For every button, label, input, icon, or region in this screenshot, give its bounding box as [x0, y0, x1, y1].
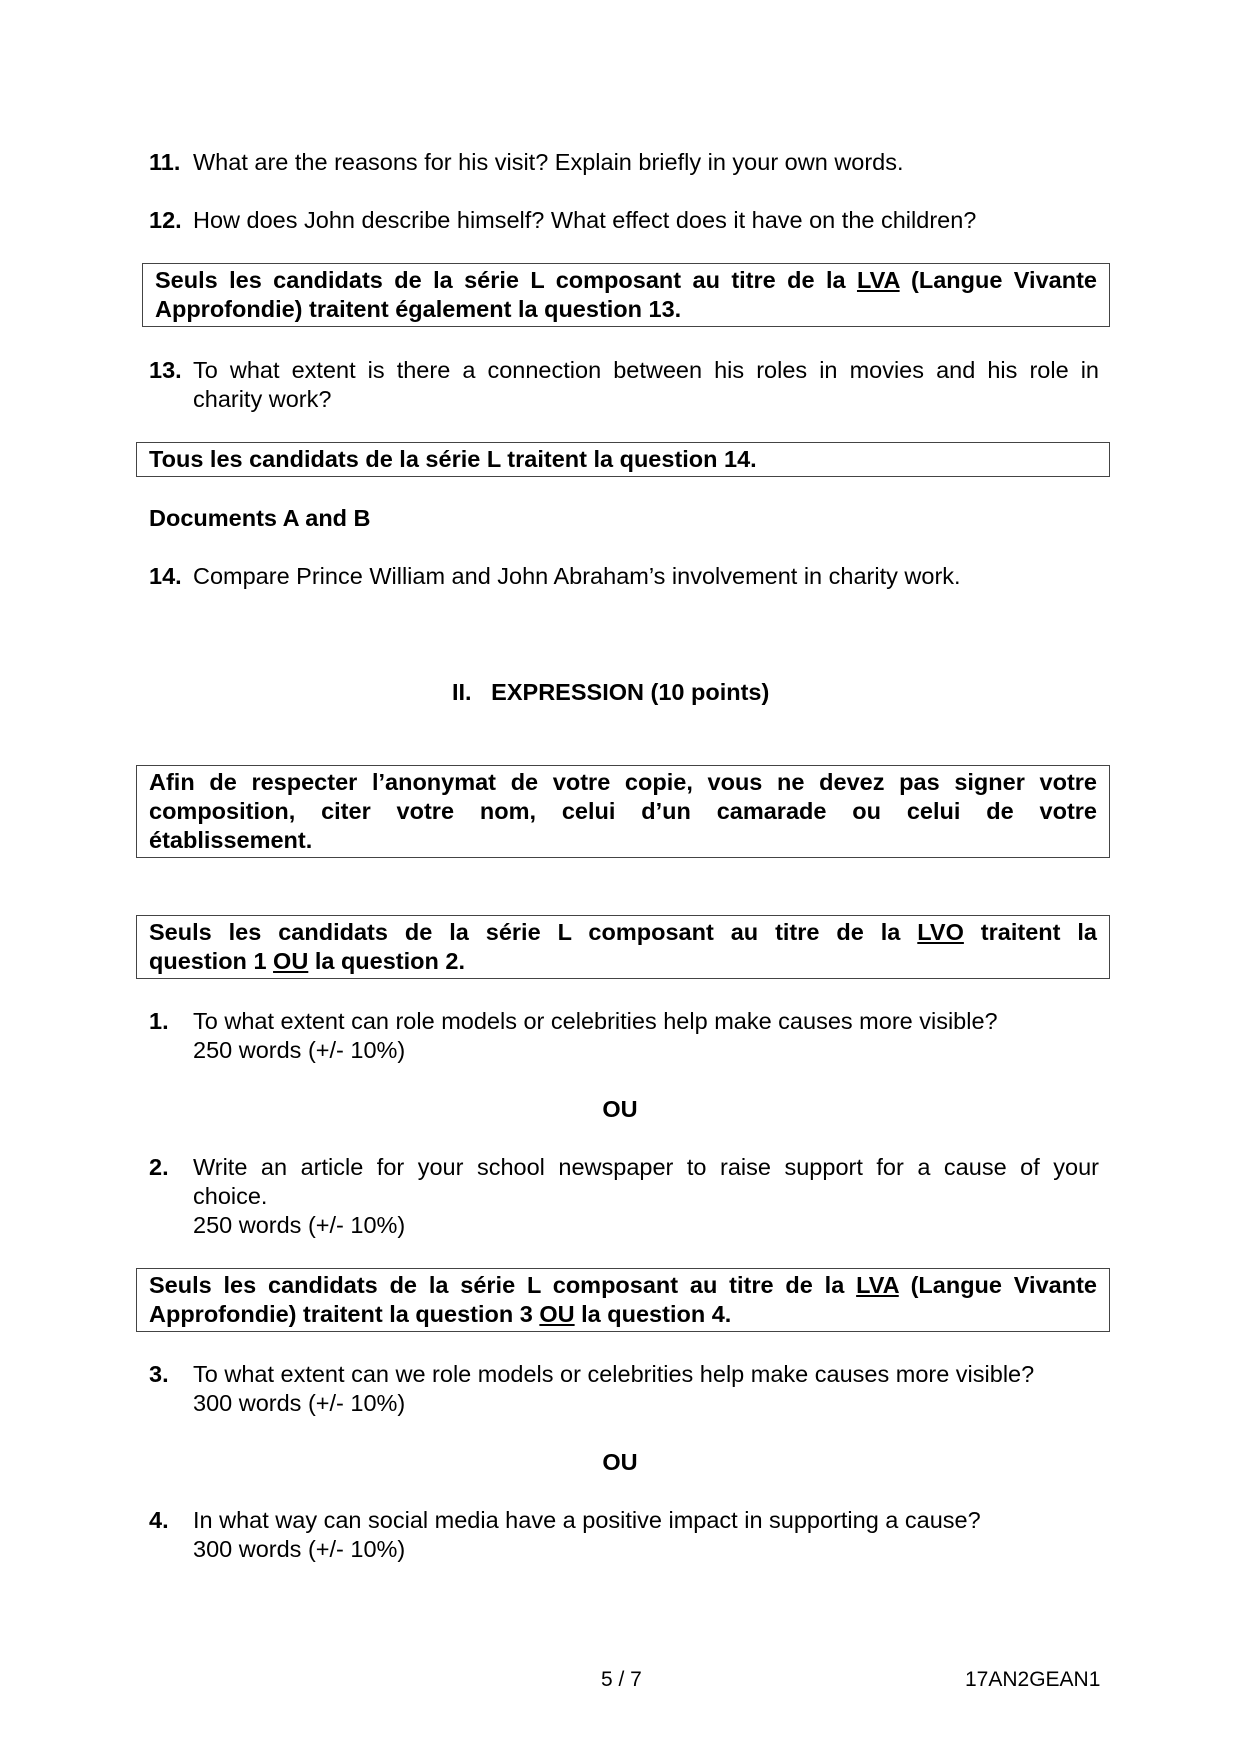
question-number: 13.	[149, 357, 182, 383]
instruction-line	[149, 947, 1097, 976]
instruction-line: Approfondie) traitent également la question 13.	[155, 296, 682, 322]
question-14	[149, 562, 1099, 591]
question-text	[193, 356, 1099, 414]
instruction-box-lva-2	[136, 1268, 1110, 1332]
expression-question-4	[149, 1506, 1099, 1564]
instruction-line: Afin de respecter l’anonymat de votre copie, vous ne devez pas signer votre	[149, 769, 1097, 795]
question-line: To what extent can we role models or celebrities help make causes more visible?	[193, 1361, 1035, 1387]
or-separator: OU	[602, 1096, 638, 1122]
instruction-box-lvo	[136, 915, 1110, 979]
expression-question-3	[149, 1360, 1099, 1418]
instruction-line: Tous les candidats de la série L traitent la question 14.	[149, 446, 757, 472]
instruction-underlined: OU	[273, 948, 309, 974]
question-number: 2.	[149, 1154, 169, 1180]
instruction-text: la question 4.	[574, 1301, 732, 1327]
question-number: 12.	[149, 207, 182, 233]
question-text: How does John describe himself? What effect does it have on the children?	[193, 207, 977, 233]
instruction-line	[149, 1271, 1097, 1300]
instruction-text: (Langue Vivante	[898, 1272, 1097, 1298]
document-code: 17AN2GEAN1	[965, 1668, 1101, 1691]
documents-heading: Documents A and B	[149, 505, 371, 531]
instruction-text: la question 2.	[308, 948, 465, 974]
question-number: 14.	[149, 563, 182, 589]
question-line: charity work?	[193, 386, 332, 412]
instruction-box-lva	[142, 263, 1110, 327]
instruction-text: traitent la	[963, 919, 1097, 945]
question-number: 1.	[149, 1008, 169, 1034]
instruction-underlined: LVO	[917, 919, 964, 945]
instruction-line	[149, 918, 1097, 947]
question-text: What are the reasons for his visit? Explain briefly in your own words.	[193, 149, 904, 175]
word-count: 300 words (+/- 10%)	[193, 1390, 406, 1416]
instruction-text: Approfondie) traitent la question 3	[149, 1301, 540, 1327]
or-separator: OU	[602, 1449, 638, 1475]
instruction-underlined: LVA	[856, 267, 900, 293]
instruction-text: Seuls les candidats de la série L composant au titre de la	[149, 919, 918, 945]
question-number: 11.	[149, 149, 181, 175]
question-line: Write an article for your school newspaper to raise support for a cause of your	[193, 1154, 1099, 1180]
question-line: To what extent can role models or celebrities help make causes more visible?	[193, 1008, 998, 1034]
question-number: 4.	[149, 1507, 169, 1533]
question-text	[193, 1007, 1099, 1065]
instruction-line: composition, citer votre nom, celui d’un camarade ou celui de votre	[149, 798, 1097, 824]
instruction-line	[149, 1300, 1097, 1329]
question-line: In what way can social media have a positive impact in supporting a cause?	[193, 1507, 981, 1533]
page-number: 5 / 7	[601, 1668, 642, 1691]
instruction-line: établissement.	[149, 827, 313, 853]
instruction-text: (Langue Vivante	[899, 267, 1097, 293]
word-count: 250 words (+/- 10%)	[193, 1037, 406, 1063]
question-text	[193, 1153, 1099, 1240]
instruction-box-anonymity	[136, 765, 1110, 858]
question-13	[149, 356, 1099, 414]
instruction-underlined: OU	[539, 1301, 575, 1327]
question-line: choice.	[193, 1183, 268, 1209]
question-12	[149, 206, 1099, 235]
question-text	[193, 1506, 1099, 1564]
question-11	[149, 148, 1099, 177]
question-text	[193, 1360, 1099, 1418]
instruction-text: Seuls les candidats de la série L composant au titre de la	[149, 1272, 857, 1298]
instruction-line	[155, 266, 1097, 295]
question-number: 3.	[149, 1361, 169, 1387]
question-text: Compare Prince William and John Abraham’s involvement in charity work.	[193, 563, 961, 589]
expression-question-2	[149, 1153, 1099, 1240]
expression-question-1	[149, 1007, 1099, 1065]
instruction-underlined: LVA	[856, 1272, 899, 1298]
question-line: To what extent is there a connection between his roles in movies and his role in	[193, 357, 1099, 383]
instruction-text: Seuls les candidats de la série L composant au titre de la	[155, 267, 857, 293]
instruction-text: question 1	[149, 948, 274, 974]
instruction-box-all	[136, 442, 1110, 477]
section-title: II. EXPRESSION (10 points)	[452, 679, 770, 705]
word-count: 250 words (+/- 10%)	[193, 1212, 406, 1238]
word-count: 300 words (+/- 10%)	[193, 1536, 406, 1562]
